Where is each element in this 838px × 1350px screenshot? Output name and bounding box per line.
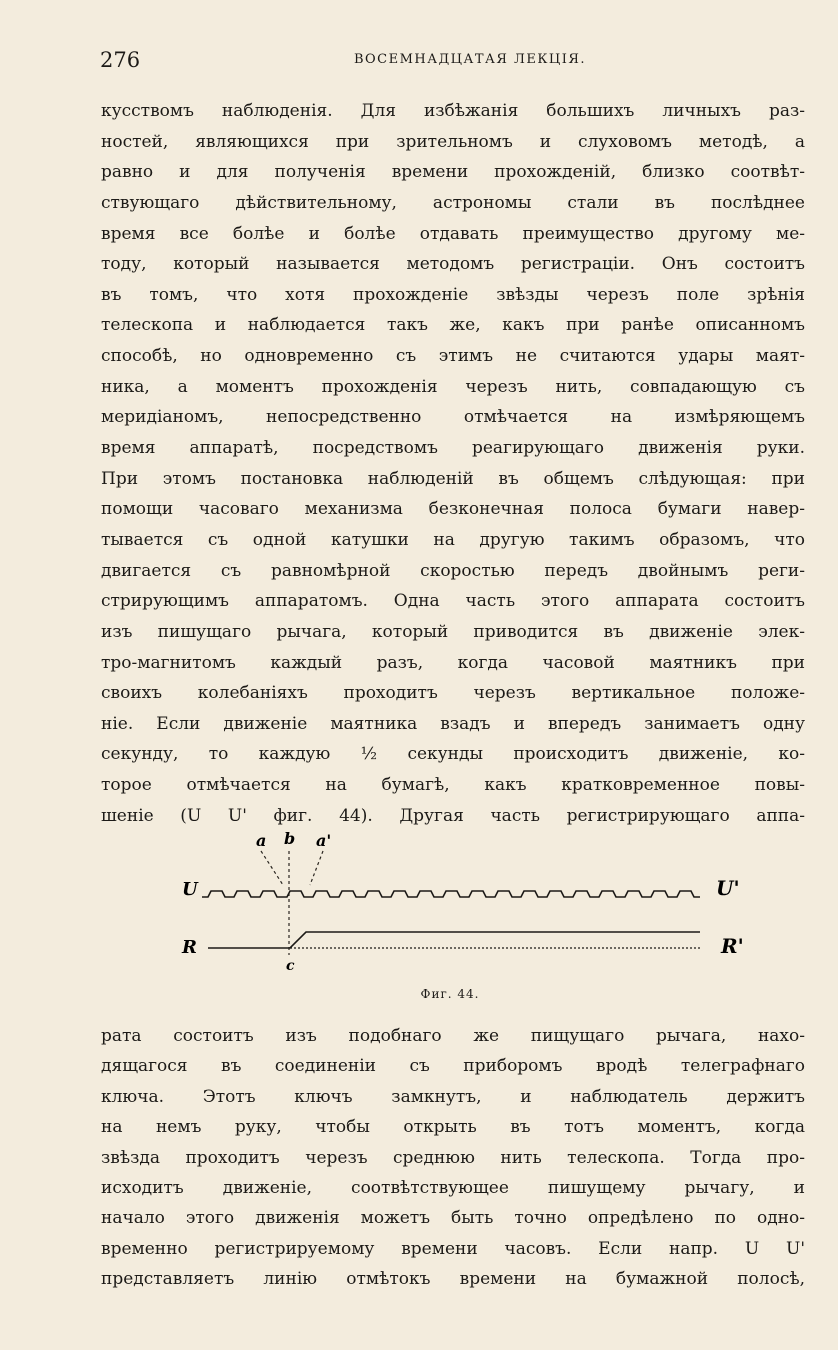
- running-title: ВОСЕМНАДЦАТАЯ ЛЕКЦІЯ.: [353, 52, 587, 67]
- text-line: телескопа и наблюдается такъ же, какъ при ранѣе описанномъ: [101, 315, 805, 336]
- figure-caption: Фиг. 44.: [420, 987, 480, 1001]
- text-line: кусствомъ наблюденія. Для избѣжанія большихъ личныхъ раз-: [101, 101, 805, 121]
- text-line: исходитъ движеніе, соотвѣтствующее пишущему рычагу, и: [101, 1177, 805, 1198]
- page-number: 276: [100, 48, 141, 72]
- text-line: дящагося въ соединеніи съ приборомъ вродѣ телеграфнаго: [101, 1056, 805, 1077]
- text-line: ніе. Если движеніе маятника взадъ и впередъ занимаетъ одну: [101, 713, 805, 734]
- guide-line-a-prime: [310, 851, 323, 885]
- label-R: R: [182, 937, 197, 958]
- text-line: тывается съ одной катушки на другую такимъ образомъ, что: [101, 529, 805, 550]
- star-trace-solid: [208, 932, 700, 948]
- text-line: въ томъ, что хотя прохожденіе звѣзды черезъ поле зрѣнія: [101, 284, 805, 305]
- text-line: равно и для полученія времени прохожденій, близко соотвѣт-: [101, 162, 805, 183]
- time-mark-trace: [202, 891, 700, 897]
- label-a-prime: a': [316, 831, 332, 850]
- text-line: время все болѣе и болѣе отдавать преимущество другому ме-: [101, 223, 805, 244]
- text-line: помощи часоваго механизма безконечная полоса бумаги навер-: [101, 499, 805, 520]
- text-line: способѣ, но одновременно съ этимъ не считаются удары маят-: [101, 346, 805, 367]
- registration-diagram: [100, 815, 800, 985]
- label-U-prime: U': [716, 876, 740, 900]
- text-line: начало этого движенія можетъ быть точно опредѣлено по одно-: [101, 1208, 805, 1229]
- text-line: своихъ колебаніяхъ проходитъ черезъ вертикальное положе-: [101, 683, 805, 704]
- text-line: ника, а моментъ прохожденія черезъ нить, совпадающую съ: [101, 376, 805, 397]
- label-R-prime: R': [721, 934, 744, 958]
- text-line: стрирующимъ аппаратомъ. Одна часть этого аппарата состоитъ: [101, 591, 805, 612]
- label-a: a: [256, 831, 267, 850]
- text-line: ствующаго дѣйствительному, астрономы стали въ послѣднее: [101, 192, 805, 213]
- text-line: временно регистрируемому времени часовъ. Если напр. U U': [101, 1238, 805, 1259]
- text-line: звѣзда проходитъ черезъ среднюю нить телескопа. Тогда про-: [101, 1147, 805, 1168]
- text-line: меридіаномъ, непосредственно отмѣчается на измѣряющемъ: [101, 407, 805, 428]
- text-line: ностей, являющихся при зрительномъ и слуховомъ методѣ, а: [101, 131, 805, 152]
- text-line: двигается съ равномѣрной скоростью передъ двойнымъ реги-: [101, 560, 805, 581]
- paragraph-2: [101, 1021, 805, 1295]
- guide-line-a: [261, 851, 283, 885]
- text-line: время аппаратѣ, посредствомъ реагирующаго движенія руки.: [101, 438, 805, 459]
- label-c: c: [286, 958, 295, 974]
- text-line: рата состоитъ изъ подобнаго же пищущаго рычага, нахо-: [101, 1026, 805, 1046]
- text-line: тро-магнитомъ каждый разъ, когда часовой маятникъ при: [101, 652, 805, 673]
- text-line: представляетъ линію отмѣтокъ времени на бумажной полосѣ,: [101, 1269, 805, 1290]
- text-line: секунду, то каждую ½ секунды происходитъ движеніе, ко-: [101, 744, 805, 765]
- text-line: торое отмѣчается на бумагѣ, какъ кратковременное повы-: [101, 775, 805, 796]
- text-line: тоду, который называется методомъ регистраціи. Онъ состоитъ: [101, 254, 805, 275]
- page-header: [100, 48, 800, 78]
- text-line: При этомъ постановка наблюденій въ общемъ слѣдующая: при: [101, 468, 805, 489]
- text-line: изъ пишущаго рычага, который приводится въ движеніе элек-: [101, 621, 805, 642]
- label-U: U: [182, 879, 198, 900]
- text-line: на немъ руку, чтобы открыть въ тотъ моментъ, когда: [101, 1117, 805, 1138]
- figure-44: [100, 815, 800, 1010]
- text-line: ключа. Этотъ ключъ замкнутъ, и наблюдатель держитъ: [101, 1086, 805, 1107]
- text-line: шеніе (U U' фиг. 44). Другая часть регистрирующаго аппа-: [101, 805, 805, 826]
- label-b: b: [284, 829, 296, 848]
- paragraph-1: [101, 96, 805, 831]
